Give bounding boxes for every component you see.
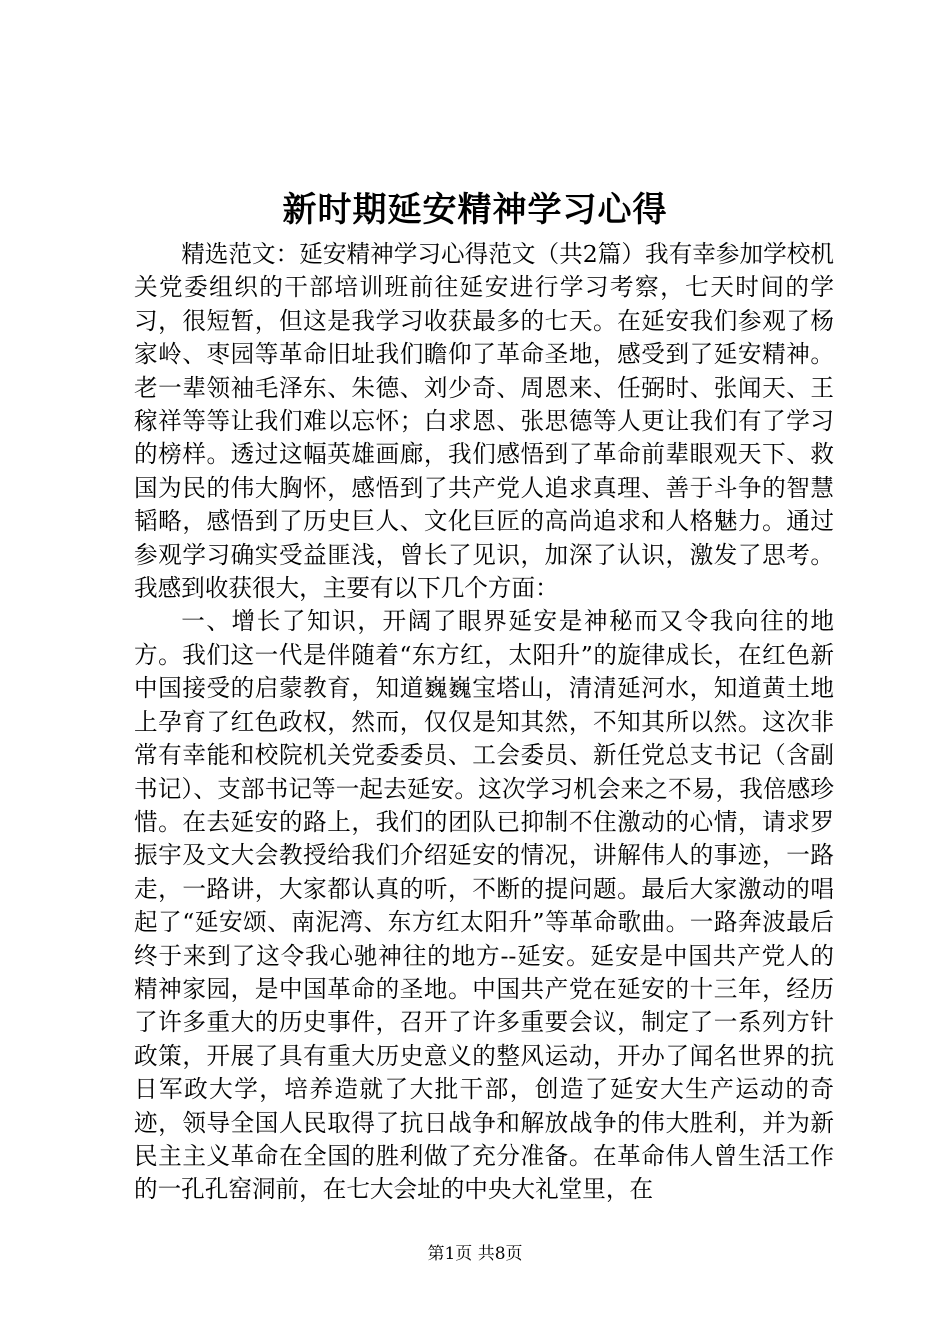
document-body bbox=[134, 238, 834, 1207]
document-title: 新时期延安精神学习心得 bbox=[282, 190, 668, 230]
body-paragraph-1: 精选范文：延安精神学习心得范文（共2篇）我有幸参加学校机关党委组织的干部培训班前往延安进行学习考察，七天时间的学习，很短暂，但这是我学习收获最多的七天。在延安我们参观了杨家岭、枣园等革命旧址我们瞻仰了革命圣地，感受到了延安精神。老一辈领袖毛泽东、朱德、刘少奇、周恩来、任弼时、张闻天、王稼祥等等让我们难以忘怀；白求恩、张思德等人更让我们有了学习的榜样。透过这幅英雄画廊，我们感悟到了革命前辈眼观天下、救国为民的伟大胸怀，感悟到了共产党人追求真理、善于斗争的智慧韬略，感悟到了历史巨人、文化巨匠的高尚追求和人格魅力。通过参观学习确实受益匪浅，曾长了见识，加深了认识，激发了思考。我感到收获很大，主要有以下几个方面： bbox=[134, 240, 834, 603]
body-paragraph-2: 一、增长了知识，开阔了眼界延安是神秘而又令我向往的地方。我们这一代是伴随着“东方红，太阳升”的旋律成长，在红色新中国接受的启蒙教育，知道巍巍宝塔山，清清延河水，知道黄土地上孕育了红色政权，然而，仅仅是知其然，不知其所以然。这次非常有幸能和校院机关党委委员、工会委员、新任党总支书记（含副书记）、支部书记等一起去延安。这次学习机会来之不易，我倍感珍惜。在去延安的路上，我们的团队已抑制不住激动的心情，请求罗振宇及文大会教授给我们介绍延安的情况，讲解伟人的事迹，一路走，一路讲，大家都认真的听，不断的提问题。最后大家激动的唱起了“延安颂、南泥湾、东方红太阳升”等革命歌曲。一路奔波最后终于来到了这令我心驰神往的地方--延安。延安是中国共产党人的精神家园，是中国革命的圣地。中国共产党在延安的十三年，经历了许多重大的历史事件，召开了许多重要会议，制定了一系列方针政策，开展了具有重大历史意义的整风运动，开办了闻名世界的抗日军政大学，培养造就了大批干部，创造了延安大生产运动的奇迹，领导全国人民取得了抗日战争和解放战争的伟大胜利，并为新民主主义革命在全国的胜利做了充分准备。在革命伟人曾生活工作的一孔孔窑洞前，在七大会址的中央大礼堂里，在 bbox=[134, 607, 834, 1204]
page-number-footer: 第1页 共8页 bbox=[427, 1244, 523, 1264]
